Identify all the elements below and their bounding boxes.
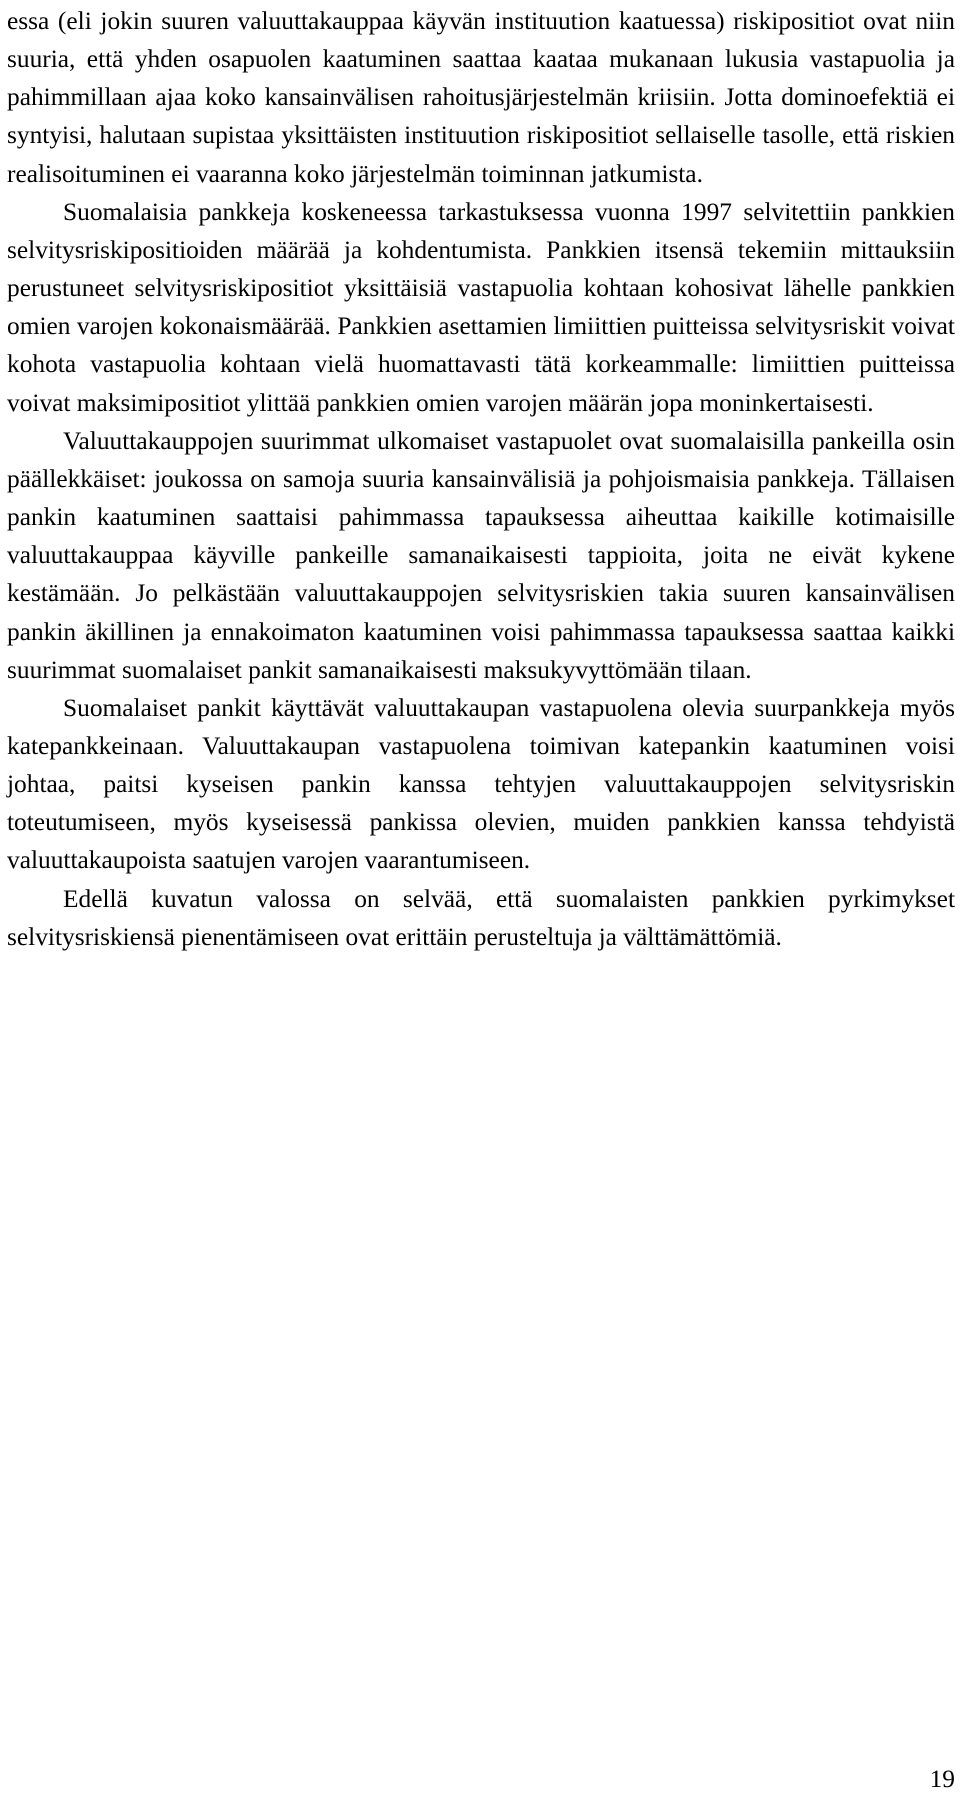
paragraph-continuation: essa (eli jokin suuren valuuttakauppaa käyvän instituution kaatuessa) riskipositiot ovat niin suuria, että yhden osapuolen kaatuminen saattaa kaataa mukanaan lukusia vastapuolia ja pahimmillaan ajaa koko kansainvälisen rahoitusjärjestelmän kriisiin. Jotta dominoefektiä ei syntyisi, halutaan supistaa yksittäisten instituution riskipositiot sellaiselle tasolle, että riskien realisoituminen ei vaaranna koko järjestelmän toiminnan jatkumista.	[7, 7, 955, 188]
paragraph-correspondent-banks: Suomalaiset pankit käyttävät valuuttakaupan vastapuolena olevia suurpankkeja myös katepankkeinaan. Valuuttakaupan vastapuolena toimivan katepankin kaatuminen voisi johtaa, paitsi kyseisen pankin kanssa tehtyjen valuuttakauppojen selvitysriskin toteutumiseen, myös kyseisessä pankissa olevien, muiden pankkien kanssa tehdyistä valuuttakaupoista saatujen varojen vaarantumiseen.	[7, 693, 955, 875]
page-number: 19	[929, 1765, 955, 1793]
paragraph-counterparties: Valuuttakauppojen suurimmat ulkomaiset vastapuolet ovat suomalaisilla pankeilla osin päällekkäiset: joukossa on samoja suuria kansainvälisiä ja pohjoismaisia pankkeja. Tällaisen pankin kaatuminen saattaisi pahimmassa tapauksessa aiheuttaa kaikille kotimaisille valuuttakauppaa käyville pankeille samanaikaisesti tappioita, joita ne eivät kykene kestämään. Jo pelkästään valuuttakauppojen selvitysriskien takia suuren kansainvälisen pankin äkillinen ja ennakoimaton kaatuminen voisi pahimmassa tapauksessa saattaa kaikki suurimmat suomalaiset pankit samanaikaisesti maksukyvyttömään tilaan.	[7, 426, 955, 684]
paragraph-settlement-risk-inspection: Suomalaisia pankkeja koskeneessa tarkastuksessa vuonna 1997 selvitettiin pankkien selvitysriskipositioiden määrää ja kohdentumista. Pankkien itsensä tekemiin mittauksiin perustuneet selvitysriskipositiot yksittäisiä vastapuolia kohtaan kohosivat lähelle pankkien omien varojen kokonaismäärää. Pankkien asettamien limiittien puitteissa selvitysriskit voivat kohota vastapuolia kohtaan vielä huomattavasti tätä korkeammalle: limiittien puitteissa voivat maksimipositiot ylittää pankkien omien varojen määrän jopa moninkertaisesti.	[7, 197, 955, 417]
body-text	[7, 2, 955, 956]
paragraph-conclusion: Edellä kuvatun valossa on selvää, että suomalaisten pankkien pyrkimykset selvitysriskiensä pienentämiseen ovat erittäin perusteltuja ja välttämättömiä.	[7, 884, 955, 951]
